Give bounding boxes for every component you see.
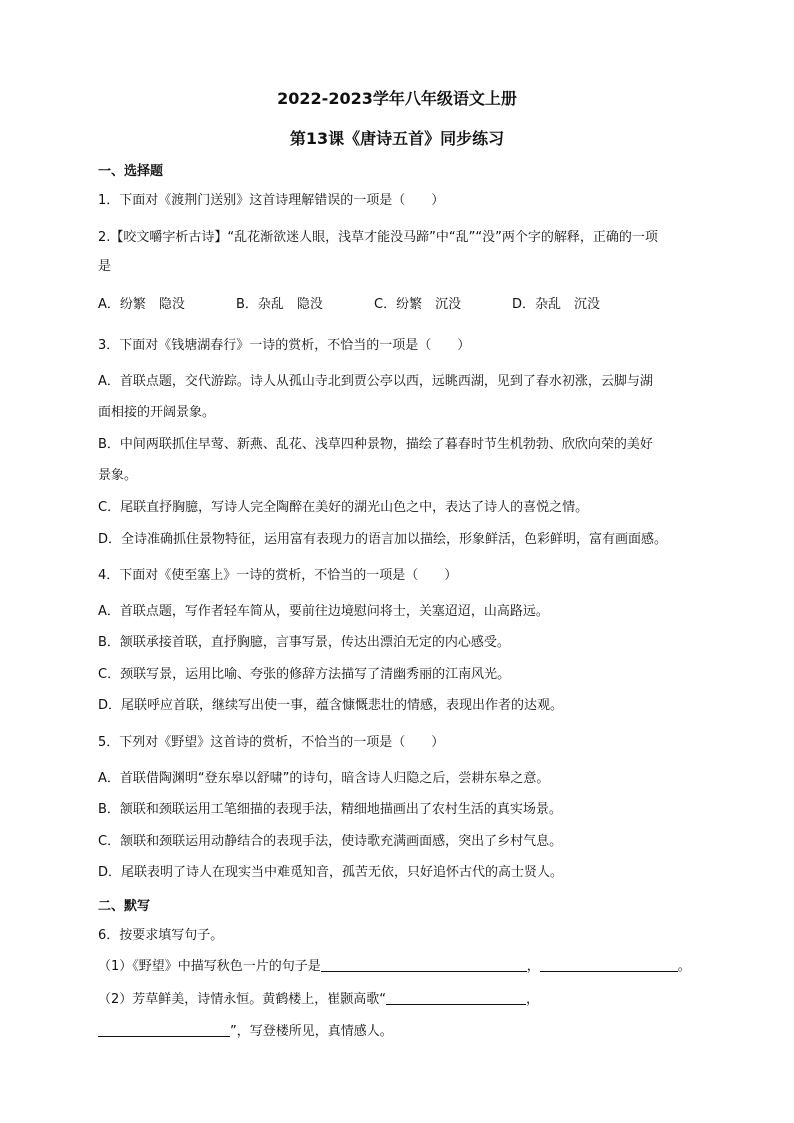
question-6-sub1-end: 。 [677,959,691,974]
question-3-option-a-line2: 面相接的开阔景象。 [98,405,216,420]
section-heading-choice: 一、选择题 [98,164,164,179]
question-6-sub2-suffix: ”，写登楼所见，真情感人。 [230,1024,393,1039]
answer-blank-6-2b[interactable] [98,1022,230,1037]
document-subtitle: 第13课《唐诗五首》同步练习 [289,129,505,148]
document-title: 2022-2023学年八年级语文上册 [277,89,517,108]
question-2-option-a: A．纷繁 隐没 [98,297,185,312]
section-heading-dictation: 二、默写 [98,899,151,914]
answer-blank-6-1a[interactable] [321,957,527,972]
question-3-stem: 3．下面对《钱塘湖春行》一诗的赏析，不恰当的一项是（ ） [98,338,471,353]
question-3-option-c: C．尾联直抒胸臆，写诗人完全陶醉在美好的湖光山色之中，表达了诗人的喜悦之情。 [98,500,589,515]
question-3-option-b-line1: B．中间两联抓住早莺、新燕、乱花、浅草四种景物，描绘了暮春时节生机勃勃、欣欣向荣的美好 [98,437,653,452]
answer-blank-6-2a[interactable] [386,990,526,1005]
question-2-option-b: B．杂乱 隐没 [236,297,323,312]
question-6-sub1-prefix: （1）《野望》中描写秋色一片的句子是 [98,959,321,974]
question-6-sub2 [98,990,539,1010]
question-4-stem: 4．下面对《使至塞上》一诗的赏析，不恰当的一项是（ ） [98,568,458,583]
question-4-option-a: A．首联点题，写作者轻车简从，要前往边境慰问将士，关塞迢迢，山高路远。 [98,604,549,619]
question-1-stem: 1．下面对《渡荆门送别》这首诗理解错误的一项是（ ） [98,193,445,208]
question-3-option-b-line2: 景象。 [98,468,138,483]
question-2-stem-line1: 2.【咬文嚼字析古诗】“乱花渐欲迷人眼，浅草才能没马蹄”中“乱”“没”两个字的解释，正确的一项 [98,230,658,245]
question-3-option-a-line1: A．首联点题，交代游踪。诗人从孤山寺北到贾公亭以西，远眺西湖，见到了春水初涨，云脚与湖 [98,374,653,389]
question-5-option-a: A．首联借陶渊明“登东皋以舒啸”的诗句，暗含诗人归隐之后，尝耕东皋之意。 [98,771,550,786]
question-5-option-c: C．颔联和颈联运用动静结合的表现手法，使诗歌充满画面感，突出了乡村气息。 [98,834,563,849]
question-6-sub2-sep: ， [526,992,540,1007]
question-6-sub1 [98,957,691,977]
question-5-stem: 5．下列对《野望》这首诗的赏析，不恰当的一项是（ ） [98,735,445,750]
question-2-option-d: D．杂乱 沉没 [512,297,601,312]
question-4-option-d: D．尾联呼应首联，继续写出使一事，蕴含慷慨悲壮的情感，表现出作者的达观。 [98,698,564,713]
question-6-stem: 6．按要求填写句子。 [98,928,224,943]
answer-blank-6-1b[interactable] [540,957,678,972]
question-5-option-b: B．颔联和颈联运用工笔细描的表现手法，精细地描画出了农村生活的真实场景。 [98,802,562,817]
question-4-option-c: C．颈联写景，运用比喻、夸张的修辞方法描写了清幽秀丽的江南风光。 [98,667,511,682]
question-3-option-d: D．全诗准确抓住景物特征，运用富有表现力的语言加以描绘，形象鲜活，色彩鲜明，富有画面感。 [98,532,668,547]
question-6-sub2-cont [98,1022,393,1042]
question-6-sub1-sep: ， [526,959,540,974]
question-2-stem-line2: 是 [98,259,112,274]
question-2-options [98,295,658,315]
question-2-option-c: C．纷繁 沉没 [374,297,462,312]
question-4-option-b: B．颔联承接首联，直抒胸臆，言事写景，传达出漂泊无定的内心感受。 [98,635,510,650]
question-5-option-d: D．尾联表明了诗人在现实当中难觅知音，孤苦无依，只好追怀古代的高士贤人。 [98,865,564,880]
question-6-sub2-prefix: （2）芳草鲜美，诗情永恒。黄鹤楼上，崔颢高歌“ [98,992,387,1007]
